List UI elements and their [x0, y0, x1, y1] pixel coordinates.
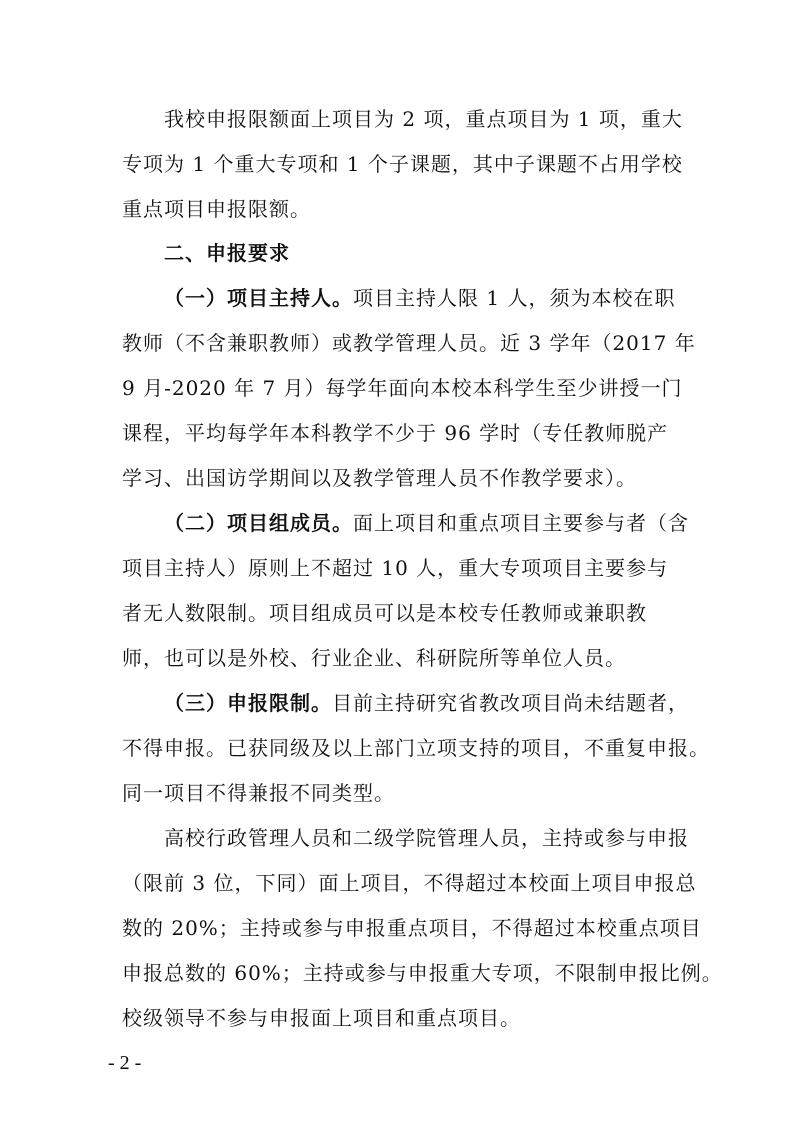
para2-line5: 校级领导不参与申报面上项目和重点项目。 — [122, 1006, 521, 1030]
item2-line4: 师，也可以是外校、行业企业、科研院所等单位人员。 — [122, 646, 626, 670]
para1-line1: 我校申报限额面上项目为 2 项，重点项目为 1 项，重大 — [164, 107, 683, 131]
item1-line4: 课程，平均每学年本科教学不少于 96 学时（专任教师脱产 — [122, 421, 669, 445]
item3-label: （三）申报限制。 — [164, 691, 332, 715]
item3-line1 — [164, 690, 689, 716]
para2-line4: 申报总数的 60%；主持或参与申报重大专项，不限制申报比例。 — [122, 961, 723, 985]
item1-line5: 学习、出国访学期间以及教学管理人员不作教学要求）。 — [122, 466, 637, 490]
para1-line3: 重点项目申报限额。 — [122, 197, 311, 221]
para2-line3: 数的 20%；主持或参与申报重点项目，不得超过本校重点项目 — [122, 916, 702, 940]
item1-line3: 9 月-2020 年 7 月）每学年面向本校本科学生至少讲授一门 — [122, 376, 683, 400]
item1-line1 — [164, 285, 675, 311]
page-number: - 2 - — [108, 1052, 142, 1074]
item3-line3: 同一项目不得兼报不同类型。 — [122, 781, 395, 805]
item2-line1-rest: 面上项目和重点项目主要参与者（含 — [353, 511, 689, 535]
item1-label: （一）项目主持人。 — [164, 286, 353, 310]
section-heading: 二、申报要求 — [164, 241, 290, 265]
item1-line1-rest: 项目主持人限 1 人，须为本校在职 — [353, 286, 676, 310]
item2-label: （二）项目组成员。 — [164, 511, 353, 535]
para1-line2: 专项为 1 个重大专项和 1 个子课题，其中子课题不占用学校 — [122, 152, 683, 176]
item2-line2: 项目主持人）原则上不超过 10 人，重大专项项目主要参与 — [122, 556, 669, 580]
item2-line3: 者无人数限制。项目组成员可以是本校专任教师或兼职教 — [122, 601, 647, 625]
para2-line1: 高校行政管理人员和二级学院管理人员，主持或参与申报 — [164, 826, 689, 850]
para2-line2: （限前 3 位，下同）面上项目，不得超过本校面上项目申报总 — [122, 871, 697, 895]
item3-line2: 不得申报。已获同级及以上部门立项支持的项目，不重复申报。 — [122, 736, 710, 760]
item3-line1-rest: 目前主持研究省教改项目尚未结题者， — [332, 691, 689, 715]
item1-line2: 教师（不含兼职教师）或教学管理人员。近 3 学年（2017 年 — [122, 331, 696, 355]
item2-line1 — [164, 510, 689, 536]
